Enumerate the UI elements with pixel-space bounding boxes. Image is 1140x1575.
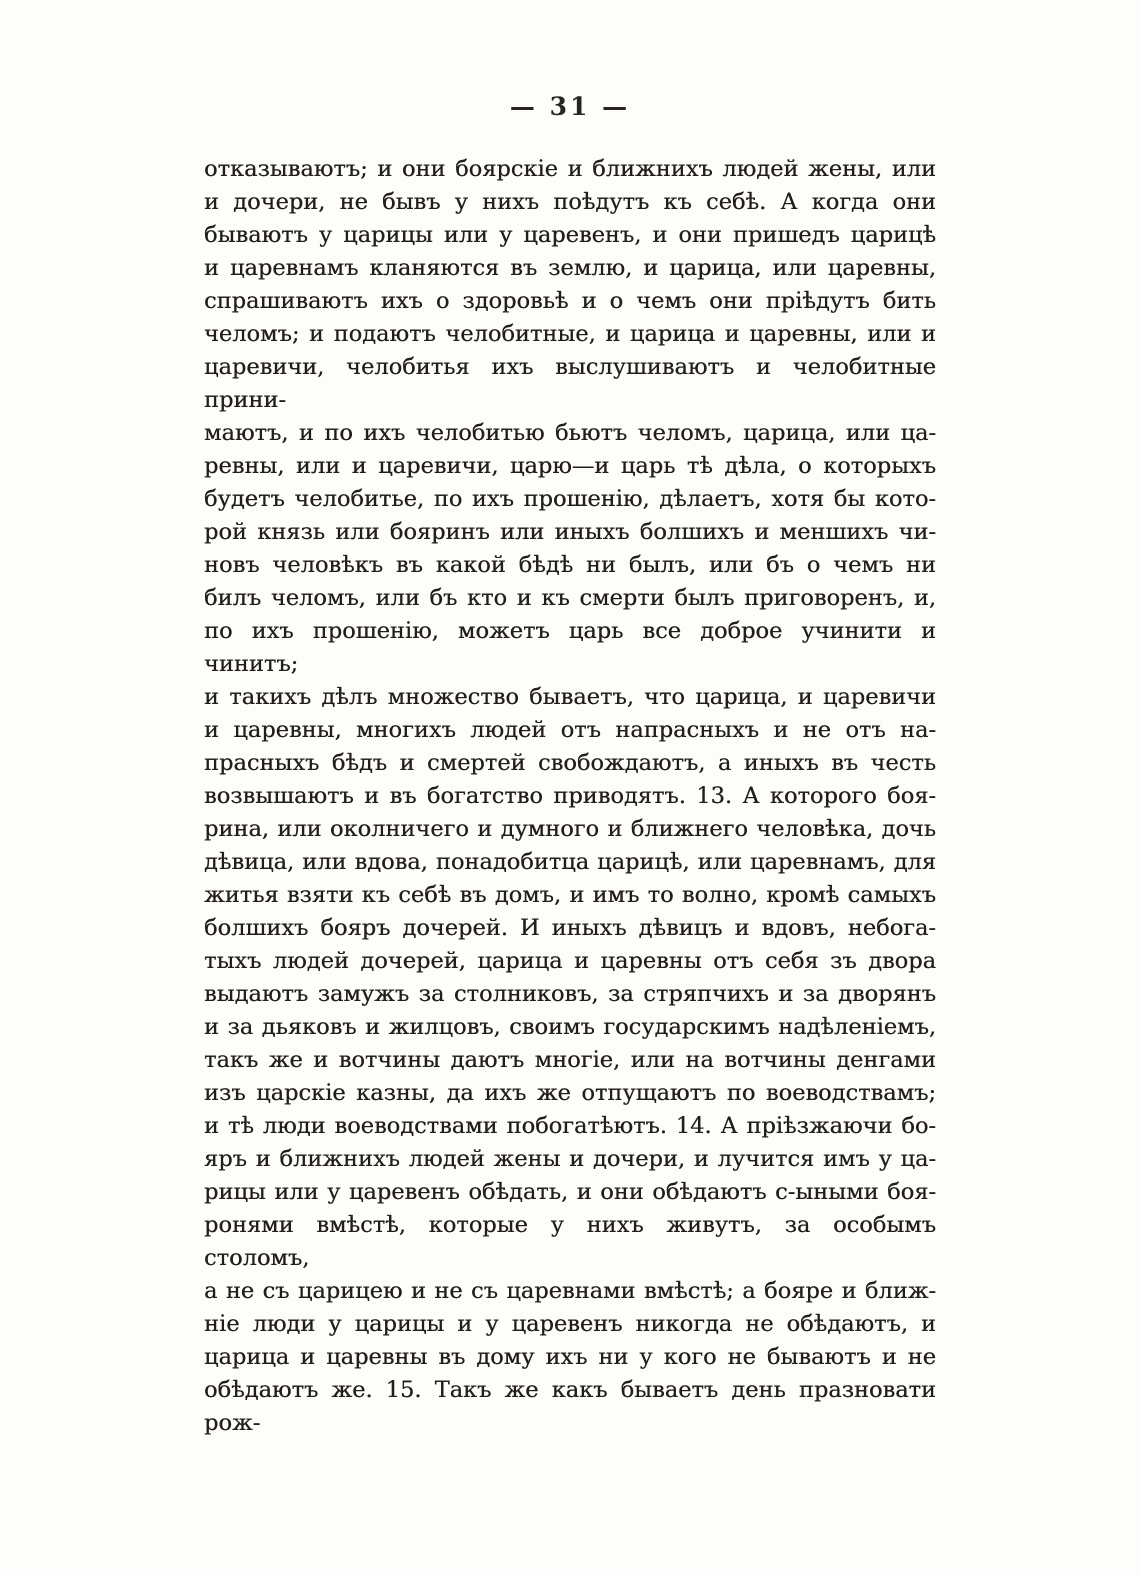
body-text xyxy=(204,153,936,1440)
text-line: и царевнамъ кланяются въ землю, и царица, или царевны, xyxy=(204,255,936,281)
text-line: царица и царевны въ дому ихъ ни у кого не бываютъ и не xyxy=(204,1344,936,1370)
text-line: житья взяти къ себѣ въ домъ, и имъ то волно, кромѣ самыхъ xyxy=(204,882,936,908)
text-line: обѣдаютъ же. 15. Такъ же какъ бываетъ день празновати рож- xyxy=(204,1377,936,1436)
text-line: ніе люди у царицы и у царевенъ никогда не обѣдаютъ, и xyxy=(204,1311,936,1337)
text-line: болшихъ бояръ дочерей. И иныхъ дѣвицъ и вдовъ, небога- xyxy=(204,915,936,941)
text-line: спрашиваютъ ихъ о здоровьѣ и о чемъ они пріѣдутъ бить xyxy=(204,288,936,314)
text-line: прасныхъ бѣдъ и смертей свобождаютъ, а иныхъ въ честь xyxy=(204,750,936,776)
text-line: дѣвица, или вдова, понадобитца царицѣ, или царевнамъ, для xyxy=(204,849,936,875)
text-line: такъ же и вотчины даютъ многіе, или на вотчины денгами xyxy=(204,1047,936,1073)
text-line: и такихъ дѣлъ множество бываетъ, что царица, и царевичи xyxy=(204,684,936,710)
text-line: рой князь или бояринъ или иныхъ болшихъ и меншихъ чи- xyxy=(204,519,936,545)
text-line: выдаютъ замужъ за столниковъ, за стряпчихъ и за дворянъ xyxy=(204,981,936,1007)
text-line: билъ челомъ, или бъ кто и къ смерти былъ приговоренъ, и, xyxy=(204,585,936,611)
text-line: рицы или у царевенъ обѣдать, и они обѣдаютъ с-ыными боя- xyxy=(204,1179,936,1205)
page-number: — 31 — xyxy=(509,92,631,121)
text-line: тыхъ людей дочерей, царица и царевны отъ себя зъ двора xyxy=(204,948,936,974)
text-line: и дочери, не бывъ у нихъ поѣдутъ къ себѣ. А когда они xyxy=(204,189,936,215)
text-line: яръ и ближнихъ людей жены и дочери, и лучится имъ у ца- xyxy=(204,1146,936,1172)
text-line: ревны, или и царевичи, царю—и царь тѣ дѣла, о которыхъ xyxy=(204,453,936,479)
scanned-page xyxy=(0,94,1140,1575)
text-line: по ихъ прошенію, можетъ царь все доброе учинити и чинитъ; xyxy=(204,618,936,677)
text-line: бываютъ у царицы или у царевенъ, и они пришедъ царицѣ xyxy=(204,222,936,248)
text-line: царевичи, челобитья ихъ выслушиваютъ и челобитные прини- xyxy=(204,354,936,413)
text-line: рина, или околничего и думного и ближнего человѣка, дочь xyxy=(204,816,936,842)
text-line: и тѣ люди воеводствами побогатѣютъ. 14. А пріѣзжаючи бо- xyxy=(204,1113,936,1139)
text-line: изъ царскіе казны, да ихъ же отпущаютъ по воеводствамъ; xyxy=(204,1080,936,1106)
text-line: новъ человѣкъ въ какой бѣдѣ ни былъ, или бъ о чемъ ни xyxy=(204,552,936,578)
text-line: маютъ, и по ихъ челобитью бьютъ челомъ, царица, или ца- xyxy=(204,420,936,446)
text-line: а не съ царицею и не съ царевнами вмѣстѣ; а бояре и ближ- xyxy=(204,1278,936,1304)
text-line: челомъ; и подаютъ челобитные, и царица и царевны, или и xyxy=(204,321,936,347)
text-line: и царевны, многихъ людей отъ напрасныхъ и не отъ на- xyxy=(204,717,936,743)
text-line: ронями вмѣстѣ, которые у нихъ живутъ, за особымъ столомъ, xyxy=(204,1212,936,1271)
text-line: и за дьяковъ и жилцовъ, своимъ государскимъ надѣленіемъ, xyxy=(204,1014,936,1040)
text-line: будетъ челобитье, по ихъ прошенію, дѣлаетъ, хотя бы кото- xyxy=(204,486,936,512)
text-line: отказываютъ; и они боярскіе и ближнихъ людей жены, или xyxy=(204,156,936,182)
text-line: возвышаютъ и въ богатство приводятъ. 13. А которого боя- xyxy=(204,783,936,809)
